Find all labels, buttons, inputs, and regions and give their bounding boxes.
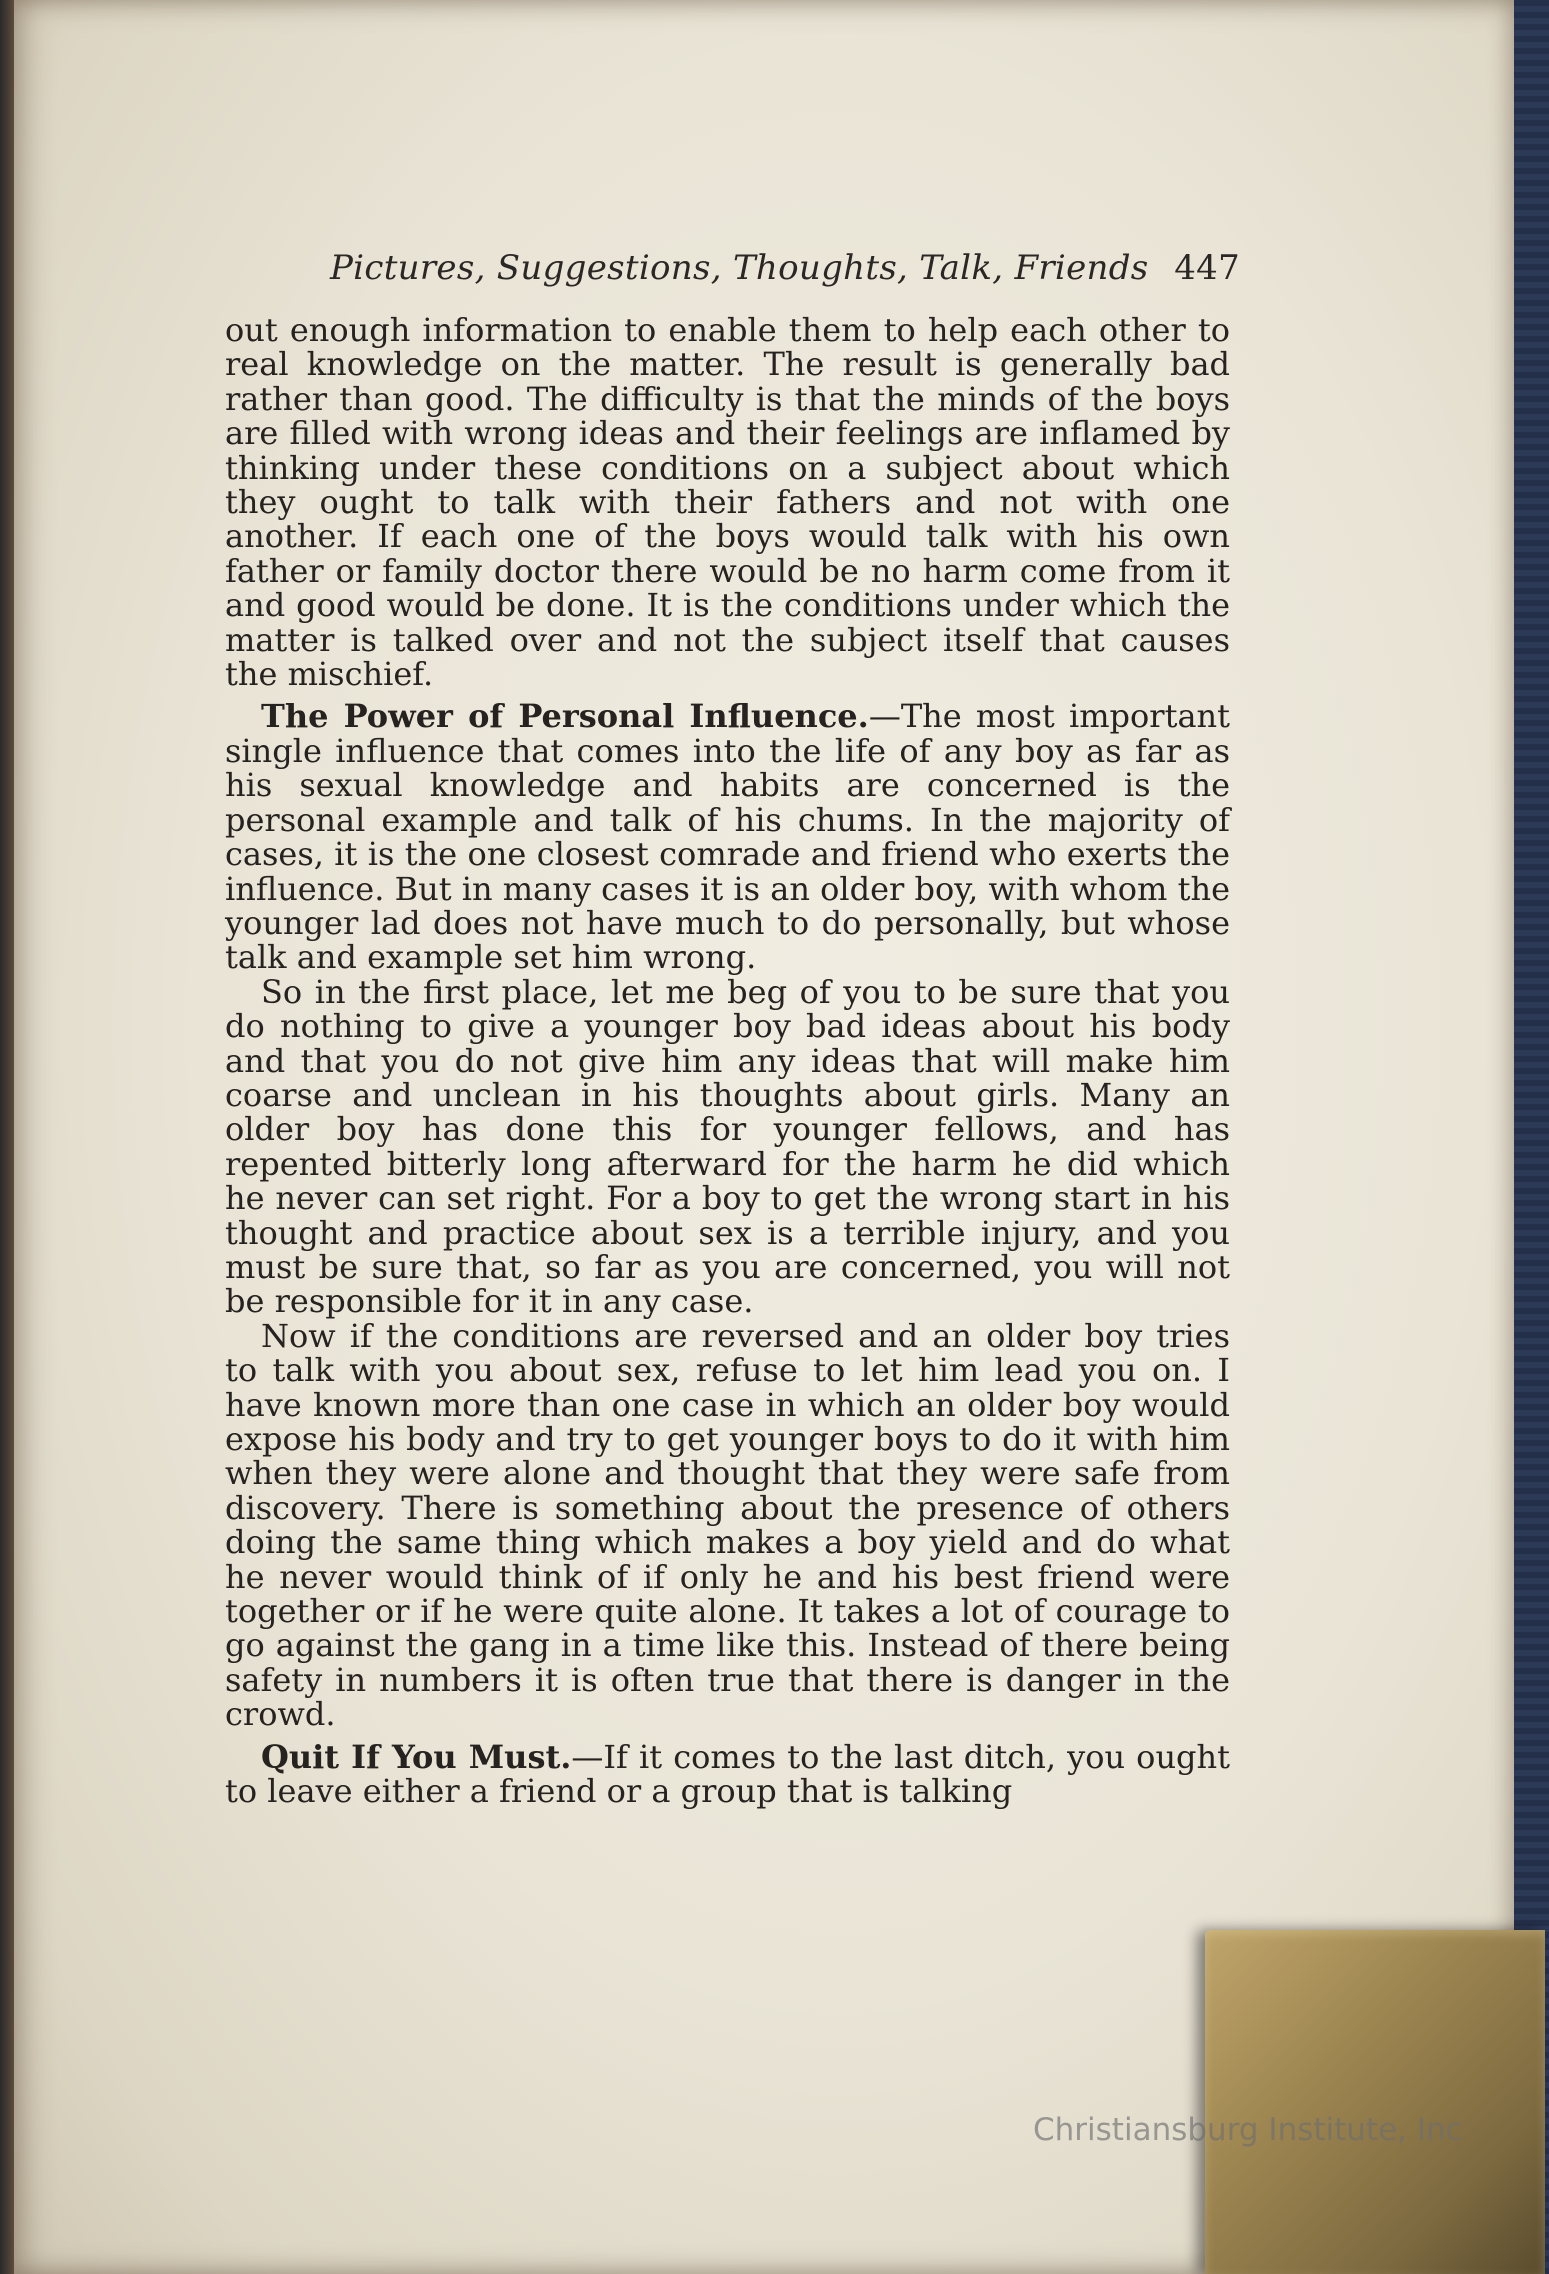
paragraph-text: Now if the conditions are reversed and an older boy tries to talk with you about sex, refuse to let him lead you on. I have known more than one case in which an older boy would expose his body and try to get younger boys to do it with him when they were alone and thought that they were safe from discovery. There is something about the presence of others doing the same thing which makes a boy yield and do what he never would think of if only he and his best friend were together or if he were quite alone. It takes a lot of courage to go against the gang in a time like this. Instead of there being safety in numbers it is often true that there is danger in the crowd. <box>225 1316 1230 1734</box>
paragraph-continued <box>225 311 1230 694</box>
body-text <box>225 311 1231 1811</box>
section-heading-quit-if-you-must: Quit If You Must. <box>261 1737 572 1776</box>
paragraph-personal-influence <box>225 697 1231 977</box>
page-number: 447 <box>1174 248 1240 288</box>
paragraph-text: —The most important single influence that comes into the life of any boy as far as his sexual knowledge and habits are concerned is the personal example and talk of his chums. In the majority of cases, it is the one closest comrade and friend who exerts the influence. But in many cases it is an older boy, with whom the younger lad does not have much to do personally, but whose talk and example set him wrong. <box>225 697 1231 977</box>
watermark: Christiansburg Institute, Inc <box>1033 2112 1463 2148</box>
paragraph-text: out enough information to enable them to help each other to real knowledge on the matter. The result is generally bad rather than good. The difficulty is that the minds of the boys are filled with wrong ideas and their feelings are inflamed by thinking under these conditions on a subject about which they ought to talk with their fathers and not with one another. If each one of the boys would talk with his own father or family doctor there would be no harm come from it and good would be done. It is the conditions under which the matter is talked over and not the subject itself that causes the mischief. <box>225 311 1230 694</box>
section-heading-personal-influence: The Power of Personal Influence. <box>261 697 869 736</box>
paragraph-text: —If it comes to the last ditch, you ought to leave either a friend or a group that is talking <box>225 1737 1231 1811</box>
paragraph-quit-if-you-must <box>225 1737 1231 1811</box>
paragraph-text: So in the first place, let me beg of you to be sure that you do nothing to give a younger boy bad ideas about his body and that you do not give him any ideas that will make him coarse and unclean in his thoughts about girls. Many an older boy has done this for younger fellows, and has repented bitterly long afterward for the harm he did which he never can set right. For a boy to get the wrong start in his thought and practice about sex is a terrible injury, and you must be sure that, so far as you are concerned, you will not be responsible for it in any case. <box>225 972 1230 1321</box>
brass-corner-protector <box>1205 1930 1545 2274</box>
running-title: Pictures, Suggestions, Thoughts, Talk, Friends <box>330 248 1149 288</box>
running-head <box>330 248 1240 288</box>
paragraph-first-place <box>225 972 1230 1321</box>
paragraph-conditions-reversed <box>225 1316 1230 1734</box>
